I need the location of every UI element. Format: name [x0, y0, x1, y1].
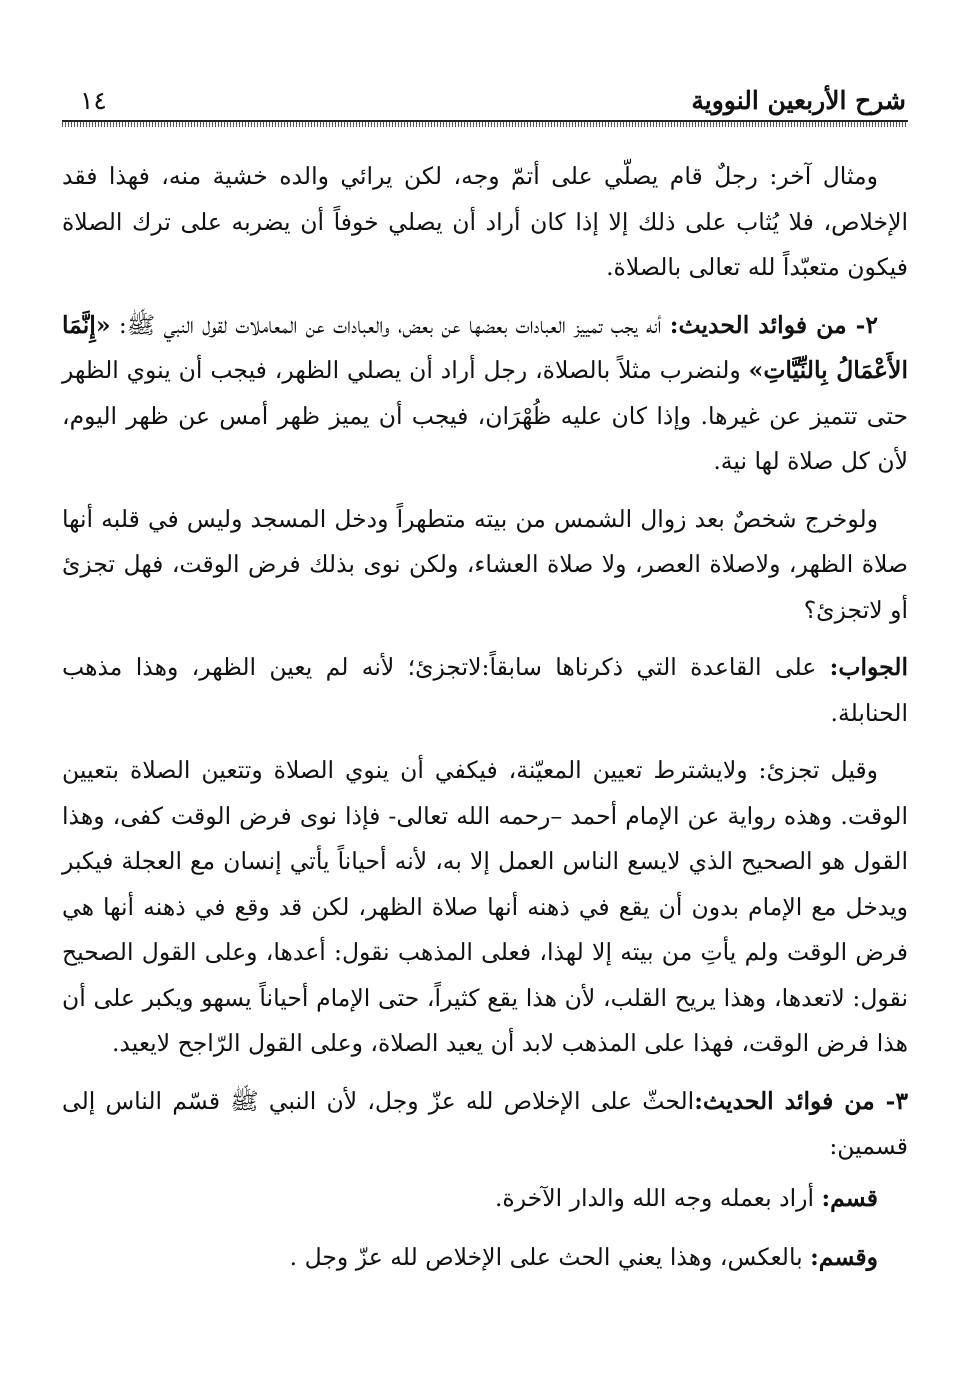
- running-header: [62, 82, 908, 124]
- list-item: [62, 1235, 908, 1281]
- book-page: [62, 82, 908, 1372]
- paragraph-text: وقيل تجزئ: ولايشترط تعيين المعيّنة، فيكفي أن ينوي الصلاة وتتعين الصلاة بتعيين الوقت. وهذه رواية عن الإمام أحمد –رحمه الله تعالى- فإذا نوى فرض الوقت كفى، وهذا القول هو الصحيح الذي لايسع الناس العمل إلا به، لأنه أحياناً يأتي إنسان مع العجلة فيكبر ويدخل مع الإمام بدون أن يقع في ذهنه أنها صلاة الظهر، لكن قد وقع في ذهنه أنها هي فرض الوقت ولم يأتِ من بيته إلا لهذا، فعلى المذهب نقول: أعدها، وعلى القول الصحيح نقول: لاتعدها، وهذا يريح القلب، لأن هذا يقع كثيراً، حتى الإمام أحياناً يسهو ويكبر على أن هذا فرض الوقت، فهذا على المذهب لابد أن يعيد الصلاة، وعلى القول الرّاجح لايعيد.: [62, 756, 908, 1057]
- paragraph-text: ولوخرج شخصٌ بعد زوال الشمس من بيته متطهراً ودخل المسجد وليس في قلبه أنها صلاة الظهر، ولاصلاة العصر، ولا صلاة العشاء، ولكن نوى بذلك فرض الوقت، فهل تجزئ أو لاتجزئ؟: [62, 504, 908, 624]
- list-item: [62, 1176, 908, 1222]
- paragraph-benefit-3: [62, 1079, 908, 1170]
- item-text: أراد بعمله وجه الله والدار الآخرة.: [494, 1183, 822, 1212]
- paragraph-text: الحثّ على الإخلاص لله عزّ وجل، لأن النبي ﷺ قسّم الناس إلى قسمين:: [62, 1086, 908, 1160]
- paragraph-text: أنه يجب تمييز العبادات بعضها عن بعض، والعبادات عن المعاملات لقول النبي ﷺ:: [110, 310, 670, 339]
- page-number: ١٤: [80, 86, 107, 115]
- benefit-heading: ٢- من فوائد الحديث:: [669, 310, 878, 339]
- paragraph-example-riya: [62, 154, 908, 291]
- item-label: قسم:: [821, 1183, 878, 1212]
- header-rule: [62, 120, 908, 127]
- benefit-heading: ٣- من فوائد الحديث:: [694, 1086, 908, 1115]
- paragraph-text: على القاعدة التي ذكرناها سابقاً:لاتجزئ؛ لأنه لم يعين الظهر، وهذا مذهب الحنابلة.: [62, 653, 908, 727]
- paragraph-benefit-2: [62, 303, 908, 485]
- paragraph-text: ولنضرب مثلاً بالصلاة، رجل أراد أن يصلي الظهر، فيجب أن ينوي الظهر حتى تتميز عن غيرها. وإذا كان عليه ظُهْرَان، فيجب أن يميز ظهر أمس عن ظهر اليوم، لأن كل صلاة لها نية.: [62, 356, 908, 475]
- paragraph-second-opinion: [62, 748, 908, 1067]
- paragraph-question: [62, 497, 908, 634]
- book-title: شرح الأربعين النووية: [691, 86, 906, 115]
- hadith-quote: «إِنَّمَا الأَعْمَالُ بِالنِّيَّاتِ»: [62, 310, 908, 384]
- answer-heading: الجواب:: [829, 653, 908, 681]
- paragraph-answer: [62, 645, 908, 736]
- item-text: بالعكس، وهذا يعني الحث على الإخلاص لله عزّ وجل .: [289, 1243, 811, 1271]
- page-body: [62, 154, 908, 1295]
- paragraph-text: ومثال آخر: رجلٌ قام يصلّي على أتمّ وجه، لكن يرائي والده خشية منه، فهذا فقد الإخلاص، فلا يُثاب على ذلك إلا إذا كان أراد أن يصلي خوفاً أن يضربه على ترك الصلاة فيكون متعبّداً لله تعالى بالصلاة.: [62, 162, 908, 281]
- item-label: وقسم:: [810, 1243, 878, 1271]
